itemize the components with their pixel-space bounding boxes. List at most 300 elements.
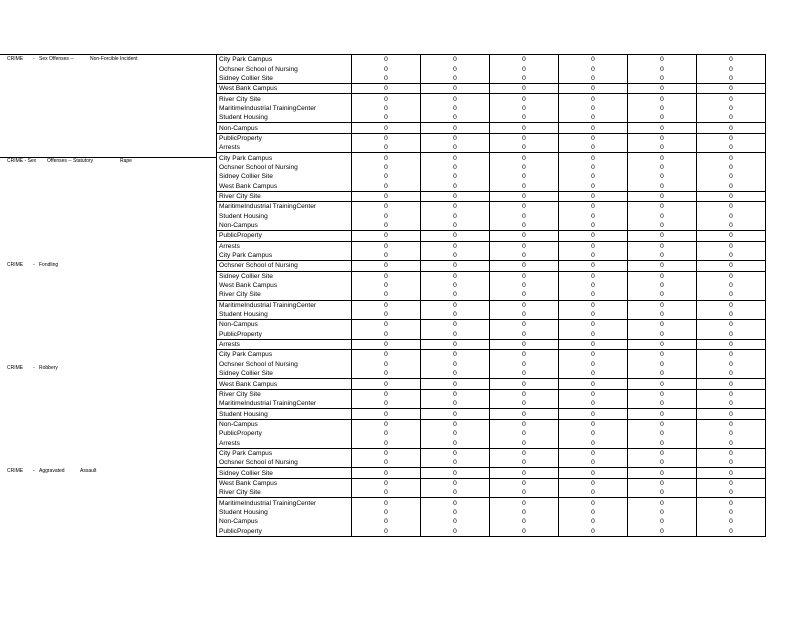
table-row xyxy=(217,251,766,261)
count-cell: 0 xyxy=(559,389,628,399)
count-cell: 0 xyxy=(628,271,697,281)
count-cell: 0 xyxy=(559,478,628,488)
count-cell: 0 xyxy=(628,488,697,498)
count-cell: 0 xyxy=(628,478,697,488)
count-cell: 0 xyxy=(490,300,559,310)
count-cell: 0 xyxy=(421,172,490,181)
count-cell: 0 xyxy=(490,369,559,379)
count-cell: 0 xyxy=(559,419,628,429)
count-cell: 0 xyxy=(490,527,559,537)
location-cell: Sidney Collier Site xyxy=(217,468,352,478)
count-cell: 0 xyxy=(628,104,697,113)
location-cell: Arrests xyxy=(217,143,352,153)
count-cell: 0 xyxy=(628,191,697,201)
count-cell: 0 xyxy=(352,261,421,271)
count-cell: 0 xyxy=(559,448,628,458)
table-row xyxy=(217,241,766,251)
count-cell: 0 xyxy=(628,153,697,163)
location-cell: Student Housing xyxy=(217,508,352,517)
table-row xyxy=(217,113,766,123)
crime-category-text: - xyxy=(33,365,35,371)
crime-category-text: Offenses -- Statutory xyxy=(47,158,94,164)
count-cell: 0 xyxy=(697,181,766,191)
count-cell: 0 xyxy=(421,74,490,84)
count-cell: 0 xyxy=(490,221,559,231)
count-cell: 0 xyxy=(697,94,766,104)
table-row xyxy=(217,379,766,389)
table-row xyxy=(217,181,766,191)
count-cell: 0 xyxy=(490,498,559,508)
location-cell: Student Housing xyxy=(217,310,352,320)
count-cell: 0 xyxy=(559,143,628,153)
location-cell: City Park Campus xyxy=(217,55,352,65)
count-cell: 0 xyxy=(421,339,490,349)
count-cell: 0 xyxy=(490,153,559,163)
count-cell: 0 xyxy=(559,320,628,330)
count-cell: 0 xyxy=(628,419,697,429)
location-cell: West Bank Campus xyxy=(217,84,352,94)
count-cell: 0 xyxy=(490,290,559,300)
location-cell: PublicProperty xyxy=(217,330,352,340)
count-cell: 0 xyxy=(421,231,490,241)
table-row xyxy=(217,143,766,153)
count-cell: 0 xyxy=(490,143,559,153)
count-cell: 0 xyxy=(697,202,766,212)
count-cell: 0 xyxy=(421,300,490,310)
count-cell: 0 xyxy=(421,271,490,281)
table-row xyxy=(217,212,766,221)
count-cell: 0 xyxy=(697,527,766,537)
count-cell: 0 xyxy=(352,231,421,241)
location-cell: River City Site xyxy=(217,290,352,300)
table-row xyxy=(217,448,766,458)
location-cell: Ochsner School of Nursing xyxy=(217,360,352,369)
location-cell: Student Housing xyxy=(217,212,352,221)
count-cell: 0 xyxy=(628,172,697,181)
count-cell: 0 xyxy=(559,458,628,468)
count-cell: 0 xyxy=(628,74,697,84)
count-cell: 0 xyxy=(421,527,490,537)
count-cell: 0 xyxy=(697,458,766,468)
count-cell: 0 xyxy=(421,409,490,419)
count-cell: 0 xyxy=(490,172,559,181)
table-row xyxy=(217,231,766,241)
crime-category-text: CRIME xyxy=(7,56,24,62)
count-cell: 0 xyxy=(490,330,559,340)
count-cell: 0 xyxy=(697,84,766,94)
count-cell: 0 xyxy=(490,350,559,360)
table-row xyxy=(217,172,766,181)
count-cell: 0 xyxy=(559,360,628,369)
table-row xyxy=(217,330,766,340)
count-cell: 0 xyxy=(628,360,697,369)
count-cell: 0 xyxy=(490,478,559,488)
count-cell: 0 xyxy=(628,133,697,143)
count-cell: 0 xyxy=(697,123,766,133)
count-cell: 0 xyxy=(628,94,697,104)
count-cell: 0 xyxy=(697,133,766,143)
table-row xyxy=(217,399,766,409)
table-row xyxy=(217,320,766,330)
count-cell: 0 xyxy=(559,399,628,409)
count-cell: 0 xyxy=(352,163,421,172)
count-cell: 0 xyxy=(628,241,697,251)
location-cell: MaritimeIndustrial TrainingCenter xyxy=(217,300,352,310)
count-cell: 0 xyxy=(490,429,559,438)
count-cell: 0 xyxy=(490,281,559,290)
count-cell: 0 xyxy=(490,191,559,201)
count-cell: 0 xyxy=(559,369,628,379)
count-cell: 0 xyxy=(352,181,421,191)
crime-table xyxy=(216,54,766,537)
count-cell: 0 xyxy=(559,212,628,221)
table-row xyxy=(217,74,766,84)
count-cell: 0 xyxy=(697,320,766,330)
count-cell: 0 xyxy=(421,429,490,438)
location-cell: MaritimeIndustrial TrainingCenter xyxy=(217,399,352,409)
table-row xyxy=(217,133,766,143)
count-cell: 0 xyxy=(628,212,697,221)
count-cell: 0 xyxy=(697,191,766,201)
count-cell: 0 xyxy=(352,241,421,251)
count-cell: 0 xyxy=(490,163,559,172)
count-cell: 0 xyxy=(421,94,490,104)
count-cell: 0 xyxy=(559,241,628,251)
count-cell: 0 xyxy=(628,84,697,94)
count-cell: 0 xyxy=(559,55,628,65)
location-cell: City Park Campus xyxy=(217,251,352,261)
count-cell: 0 xyxy=(352,104,421,113)
count-cell: 0 xyxy=(559,517,628,526)
count-cell: 0 xyxy=(697,113,766,123)
count-cell: 0 xyxy=(559,94,628,104)
location-cell: Non-Campus xyxy=(217,123,352,133)
count-cell: 0 xyxy=(421,212,490,221)
count-cell: 0 xyxy=(559,74,628,84)
table-row xyxy=(217,64,766,73)
count-cell: 0 xyxy=(697,74,766,84)
count-cell: 0 xyxy=(490,360,559,369)
count-cell: 0 xyxy=(490,379,559,389)
count-cell: 0 xyxy=(490,508,559,517)
location-cell: River City Site xyxy=(217,191,352,201)
count-cell: 0 xyxy=(421,498,490,508)
count-cell: 0 xyxy=(697,369,766,379)
location-cell: PublicProperty xyxy=(217,231,352,241)
table-row xyxy=(217,290,766,300)
count-cell: 0 xyxy=(559,271,628,281)
count-cell: 0 xyxy=(559,153,628,163)
count-cell: 0 xyxy=(697,143,766,153)
count-cell: 0 xyxy=(697,339,766,349)
count-cell: 0 xyxy=(421,290,490,300)
count-cell: 0 xyxy=(352,399,421,409)
count-cell: 0 xyxy=(352,330,421,340)
count-cell: 0 xyxy=(628,290,697,300)
count-cell: 0 xyxy=(490,104,559,113)
count-cell: 0 xyxy=(559,339,628,349)
count-cell: 0 xyxy=(490,64,559,73)
count-cell: 0 xyxy=(628,55,697,65)
count-cell: 0 xyxy=(490,241,559,251)
table-row xyxy=(217,468,766,478)
count-cell: 0 xyxy=(697,379,766,389)
count-cell: 0 xyxy=(697,468,766,478)
count-cell: 0 xyxy=(628,123,697,133)
count-cell: 0 xyxy=(421,448,490,458)
count-cell: 0 xyxy=(490,133,559,143)
count-cell: 0 xyxy=(628,517,697,526)
count-cell: 0 xyxy=(352,508,421,517)
location-cell: Non-Campus xyxy=(217,419,352,429)
count-cell: 0 xyxy=(559,409,628,419)
count-cell: 0 xyxy=(352,290,421,300)
count-cell: 0 xyxy=(559,527,628,537)
count-cell: 0 xyxy=(628,300,697,310)
table-row xyxy=(217,369,766,379)
count-cell: 0 xyxy=(421,330,490,340)
count-cell: 0 xyxy=(352,360,421,369)
count-cell: 0 xyxy=(352,251,421,261)
table-row xyxy=(217,350,766,360)
count-cell: 0 xyxy=(490,448,559,458)
count-cell: 0 xyxy=(559,64,628,73)
count-cell: 0 xyxy=(628,251,697,261)
count-cell: 0 xyxy=(352,143,421,153)
count-cell: 0 xyxy=(490,517,559,526)
table-row xyxy=(217,123,766,133)
count-cell: 0 xyxy=(490,389,559,399)
table-row xyxy=(217,508,766,517)
category-separator xyxy=(0,157,216,158)
count-cell: 0 xyxy=(559,172,628,181)
count-cell: 0 xyxy=(421,55,490,65)
count-cell: 0 xyxy=(490,409,559,419)
count-cell: 0 xyxy=(697,212,766,221)
count-cell: 0 xyxy=(628,458,697,468)
count-cell: 0 xyxy=(421,399,490,409)
count-cell: 0 xyxy=(628,261,697,271)
count-cell: 0 xyxy=(628,143,697,153)
count-cell: 0 xyxy=(421,241,490,251)
count-cell: 0 xyxy=(697,389,766,399)
count-cell: 0 xyxy=(559,379,628,389)
count-cell: 0 xyxy=(559,113,628,123)
location-cell: West Bank Campus xyxy=(217,379,352,389)
count-cell: 0 xyxy=(559,429,628,438)
location-cell: Non-Campus xyxy=(217,320,352,330)
count-cell: 0 xyxy=(421,350,490,360)
count-cell: 0 xyxy=(490,181,559,191)
count-cell: 0 xyxy=(697,508,766,517)
crime-category-text: Sex Offenses -- xyxy=(39,56,74,62)
count-cell: 0 xyxy=(628,320,697,330)
count-cell: 0 xyxy=(352,133,421,143)
count-cell: 0 xyxy=(490,488,559,498)
count-cell: 0 xyxy=(628,498,697,508)
count-cell: 0 xyxy=(628,202,697,212)
crime-category-text: Assault xyxy=(80,468,97,474)
count-cell: 0 xyxy=(421,64,490,73)
count-cell: 0 xyxy=(352,202,421,212)
location-cell: PublicProperty xyxy=(217,429,352,438)
location-cell: PublicProperty xyxy=(217,133,352,143)
count-cell: 0 xyxy=(352,212,421,221)
count-cell: 0 xyxy=(559,123,628,133)
crime-category-text: CRIME xyxy=(7,262,24,268)
count-cell: 0 xyxy=(697,310,766,320)
count-cell: 0 xyxy=(421,517,490,526)
table-row xyxy=(217,339,766,349)
count-cell: 0 xyxy=(559,290,628,300)
location-cell: Sidney Collier Site xyxy=(217,271,352,281)
location-cell: Ochsner School of Nursing xyxy=(217,64,352,73)
table-row xyxy=(217,104,766,113)
table-row xyxy=(217,84,766,94)
count-cell: 0 xyxy=(697,488,766,498)
count-cell: 0 xyxy=(490,55,559,65)
count-cell: 0 xyxy=(628,379,697,389)
count-cell: 0 xyxy=(352,310,421,320)
crime-category-text: CRIME xyxy=(7,365,24,371)
count-cell: 0 xyxy=(421,320,490,330)
count-cell: 0 xyxy=(490,320,559,330)
count-cell: 0 xyxy=(559,498,628,508)
count-cell: 0 xyxy=(697,153,766,163)
count-cell: 0 xyxy=(352,488,421,498)
count-cell: 0 xyxy=(352,369,421,379)
count-cell: 0 xyxy=(352,517,421,526)
count-cell: 0 xyxy=(490,399,559,409)
table-row xyxy=(217,409,766,419)
count-cell: 0 xyxy=(421,191,490,201)
count-cell: 0 xyxy=(490,231,559,241)
count-cell: 0 xyxy=(352,448,421,458)
location-cell: River City Site xyxy=(217,389,352,399)
location-cell: Arrests xyxy=(217,438,352,448)
count-cell: 0 xyxy=(490,271,559,281)
table-row xyxy=(217,527,766,537)
count-cell: 0 xyxy=(628,163,697,172)
count-cell: 0 xyxy=(628,281,697,290)
table-row xyxy=(217,498,766,508)
location-cell: Non-Campus xyxy=(217,221,352,231)
location-cell: MaritimeIndustrial TrainingCenter xyxy=(217,202,352,212)
count-cell: 0 xyxy=(490,261,559,271)
count-cell: 0 xyxy=(559,438,628,448)
table-row xyxy=(217,300,766,310)
count-cell: 0 xyxy=(421,123,490,133)
count-cell: 0 xyxy=(559,281,628,290)
count-cell: 0 xyxy=(421,488,490,498)
table-row xyxy=(217,429,766,438)
count-cell: 0 xyxy=(352,84,421,94)
count-cell: 0 xyxy=(559,231,628,241)
count-cell: 0 xyxy=(352,350,421,360)
count-cell: 0 xyxy=(490,438,559,448)
count-cell: 0 xyxy=(352,55,421,65)
table-row xyxy=(217,310,766,320)
count-cell: 0 xyxy=(697,438,766,448)
count-cell: 0 xyxy=(352,429,421,438)
count-cell: 0 xyxy=(628,508,697,517)
count-cell: 0 xyxy=(352,271,421,281)
table-row xyxy=(217,221,766,231)
count-cell: 0 xyxy=(559,330,628,340)
count-cell: 0 xyxy=(421,310,490,320)
table-row xyxy=(217,191,766,201)
location-cell: River City Site xyxy=(217,488,352,498)
category-separator xyxy=(0,54,216,55)
count-cell: 0 xyxy=(628,389,697,399)
crime-category-text: Fondling xyxy=(39,262,59,268)
count-cell: 0 xyxy=(559,221,628,231)
crime-category-text: - xyxy=(33,56,35,62)
count-cell: 0 xyxy=(697,350,766,360)
location-cell: PublicProperty xyxy=(217,527,352,537)
count-cell: 0 xyxy=(490,251,559,261)
count-cell: 0 xyxy=(628,181,697,191)
count-cell: 0 xyxy=(697,241,766,251)
count-cell: 0 xyxy=(697,360,766,369)
count-cell: 0 xyxy=(697,478,766,488)
location-cell: Ochsner School of Nursing xyxy=(217,261,352,271)
count-cell: 0 xyxy=(352,172,421,181)
count-cell: 0 xyxy=(352,191,421,201)
count-cell: 0 xyxy=(628,429,697,438)
count-cell: 0 xyxy=(697,221,766,231)
count-cell: 0 xyxy=(559,300,628,310)
count-cell: 0 xyxy=(421,468,490,478)
table-row xyxy=(217,478,766,488)
count-cell: 0 xyxy=(559,133,628,143)
table-row xyxy=(217,55,766,65)
count-cell: 0 xyxy=(697,429,766,438)
location-cell: Sidney Collier Site xyxy=(217,74,352,84)
count-cell: 0 xyxy=(421,281,490,290)
count-cell: 0 xyxy=(628,113,697,123)
crime-category-text: CRIME xyxy=(7,468,24,474)
count-cell: 0 xyxy=(697,104,766,113)
count-cell: 0 xyxy=(352,478,421,488)
count-cell: 0 xyxy=(697,517,766,526)
location-cell: MaritimeIndustrial TrainingCenter xyxy=(217,104,352,113)
count-cell: 0 xyxy=(421,181,490,191)
table-row xyxy=(217,94,766,104)
count-cell: 0 xyxy=(697,290,766,300)
count-cell: 0 xyxy=(421,369,490,379)
count-cell: 0 xyxy=(421,251,490,261)
count-cell: 0 xyxy=(421,143,490,153)
location-cell: Sidney Collier Site xyxy=(217,172,352,181)
count-cell: 0 xyxy=(352,320,421,330)
count-cell: 0 xyxy=(421,153,490,163)
count-cell: 0 xyxy=(628,399,697,409)
table-row xyxy=(217,360,766,369)
count-cell: 0 xyxy=(352,123,421,133)
location-cell: Student Housing xyxy=(217,113,352,123)
count-cell: 0 xyxy=(352,438,421,448)
location-cell: City Park Campus xyxy=(217,153,352,163)
count-cell: 0 xyxy=(352,221,421,231)
count-cell: 0 xyxy=(352,153,421,163)
count-cell: 0 xyxy=(628,409,697,419)
table-row xyxy=(217,261,766,271)
count-cell: 0 xyxy=(421,221,490,231)
crime-category-text: Robbery xyxy=(39,365,58,371)
count-cell: 0 xyxy=(421,419,490,429)
crime-category-text: Aggravated xyxy=(39,468,65,474)
